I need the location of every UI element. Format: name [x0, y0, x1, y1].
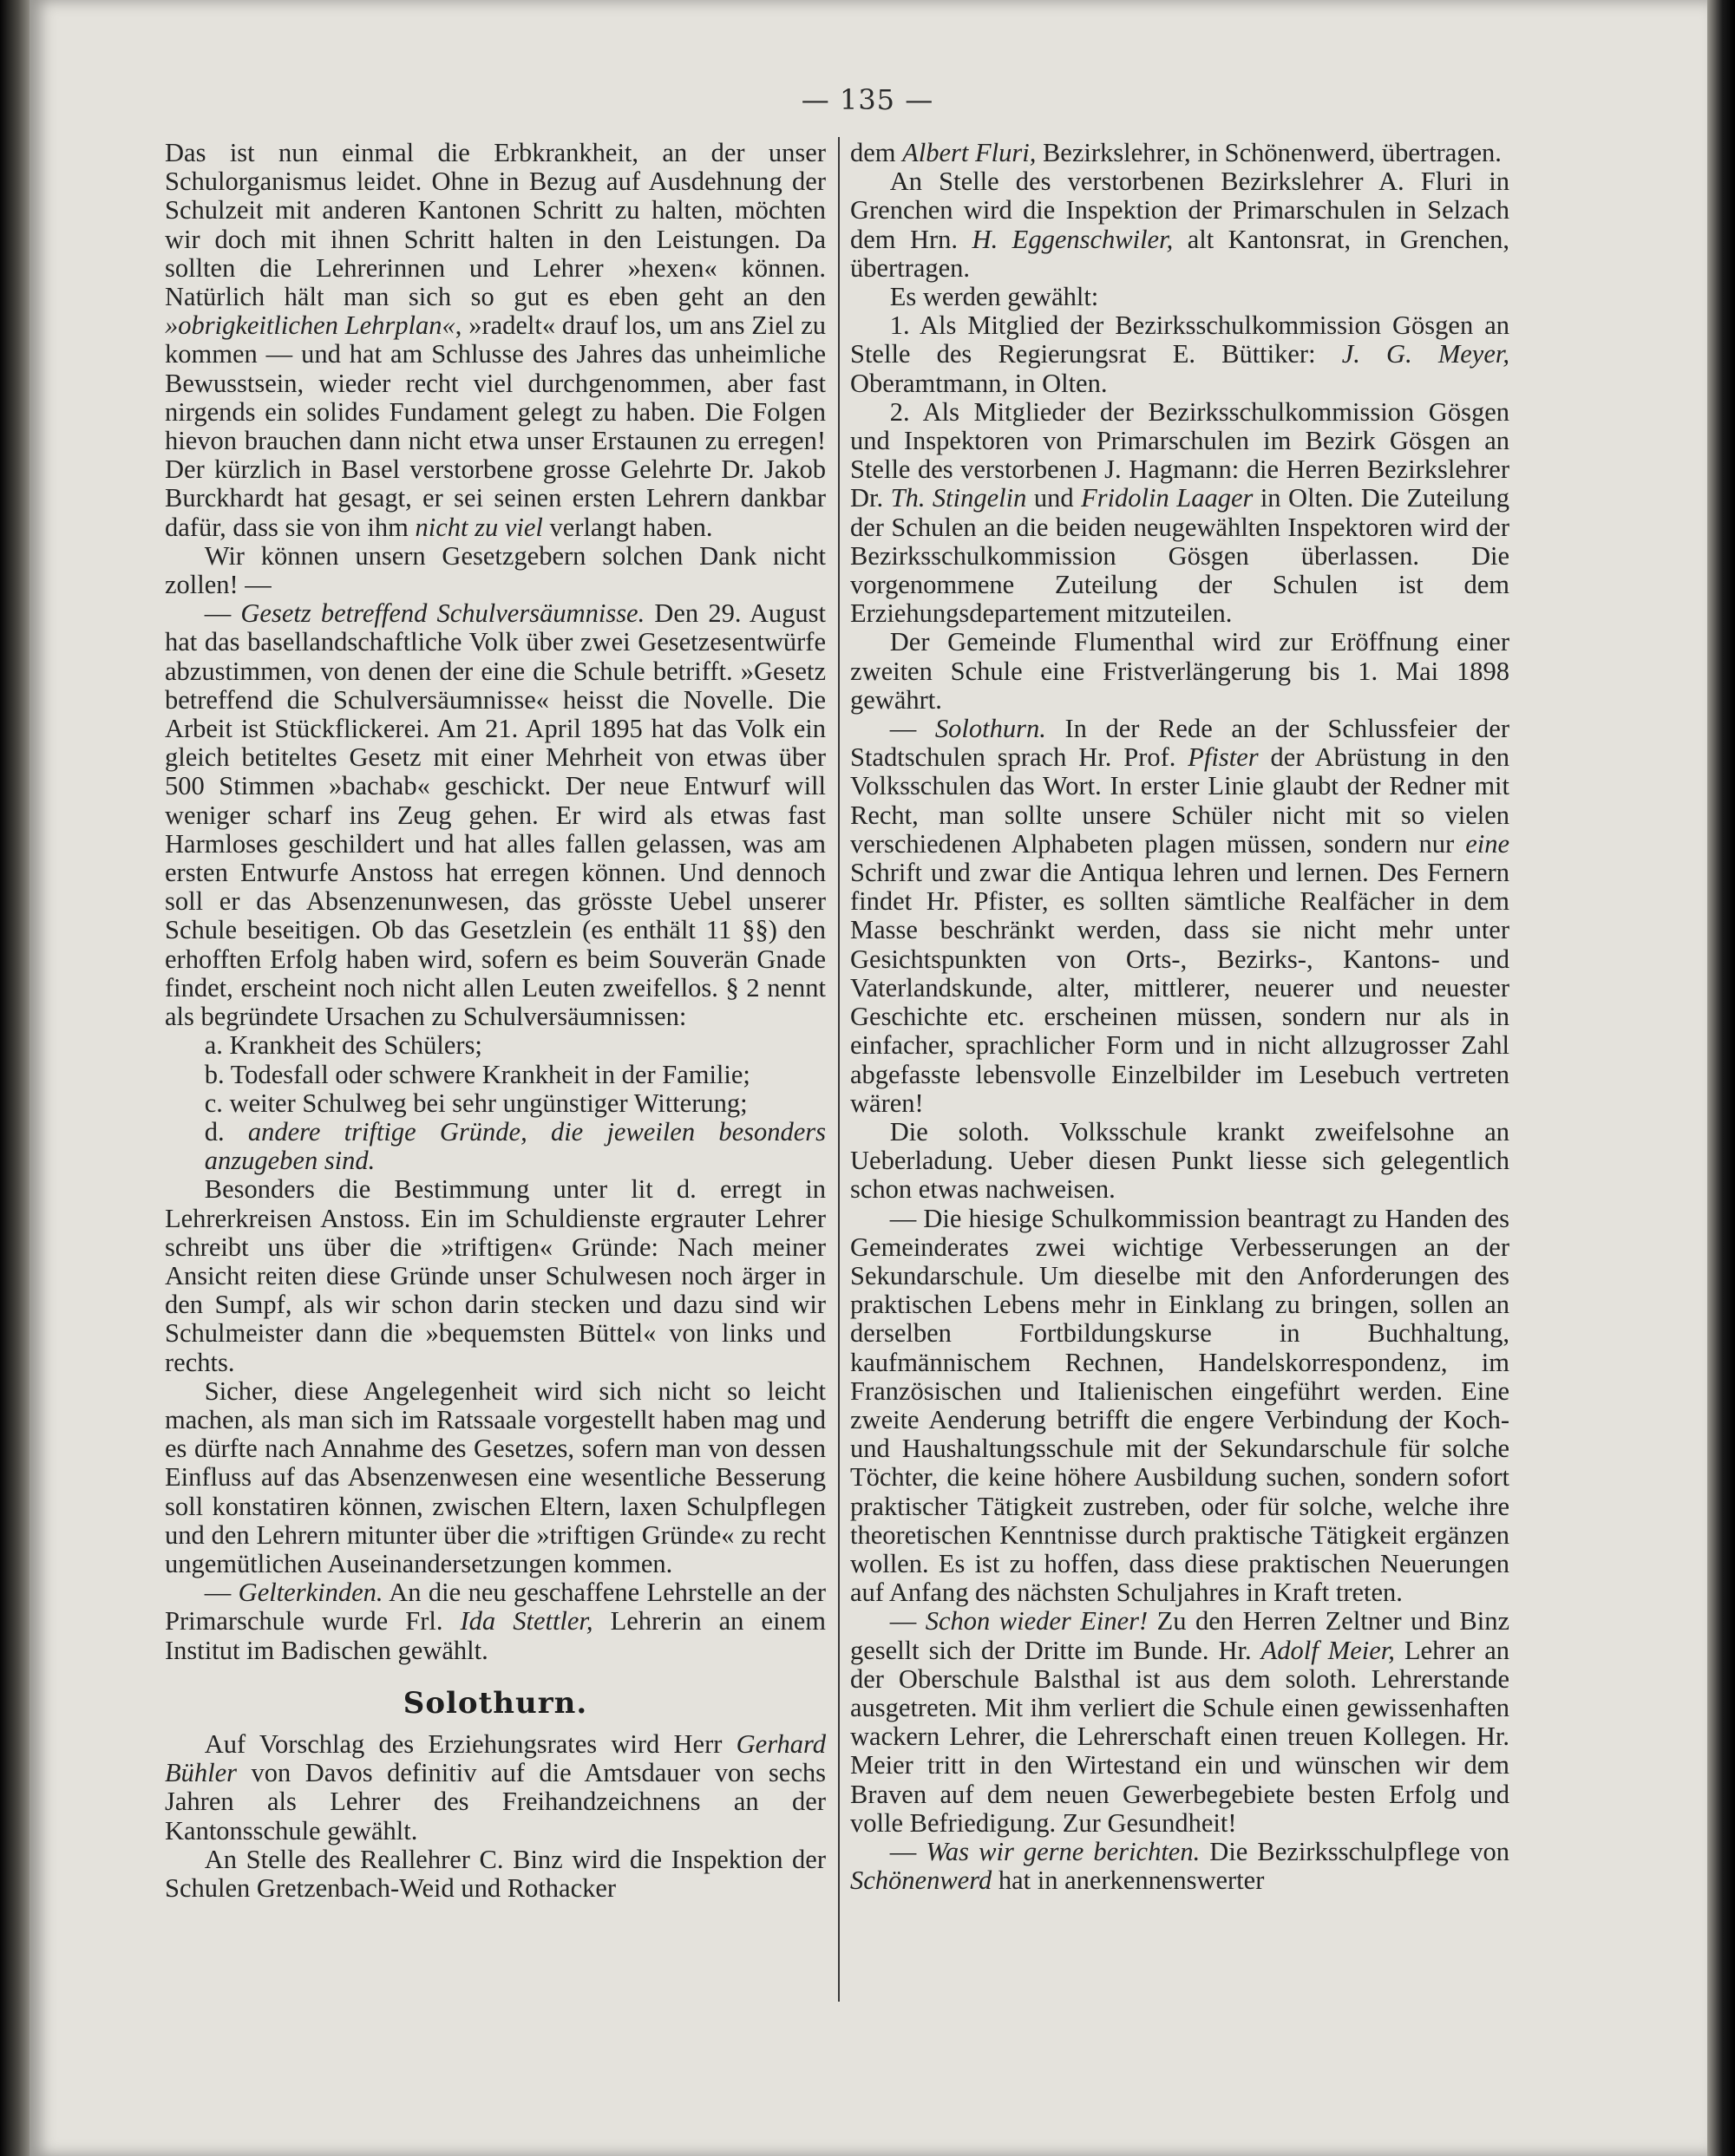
section-heading-solothurn: Solothurn.: [403, 1685, 588, 1721]
left-paragraph-2: Wir können unsern Gesetzgebern solchen Dank nicht zollen! —: [165, 540, 826, 600]
article-was-wir-gerne-berichten: — Was wir gerne berichten. Die Bezirksschulpflege von Schönenwerd hat in anerkennenswerter: [850, 1836, 1509, 1896]
list-item-a: a. Krankheit des Schülers;: [204, 1030, 482, 1061]
right-paragraph-3: Es werden gewählt:: [889, 282, 1099, 312]
list-item-c: c. weiter Schulweg bei sehr ungünstiger Witterung;: [204, 1088, 748, 1118]
right-paragraph-4: 1. Als Mitglied der Bezirksschulkommission Gösgen an Stelle des Regierungsrat E. Büttiker: J. G. Meyer, Oberamtmann, in Olten.: [850, 310, 1509, 398]
list-item-b: b. Todesfall oder schwere Krankheit in der Familie;: [204, 1059, 750, 1089]
right-paragraph-6: Der Gemeinde Flumenthal wird zur Eröffnung einer zweiten Schule eine Fristverlängerung bis 1. Mai 1898 gewährt.: [850, 627, 1509, 715]
left-column: [165, 139, 826, 1903]
article-solothurn-rede: — Solothurn. In der Rede an der Schlussfeier der Stadtschulen sprach Hr. Prof. Pfister der Abrüstung in den Volksschulen das Wort. In erster Linie glaubt der Redner mit Recht, man sollte unsere Schüler nicht mit so vielen verschiedenen Alphabeten plagen müssen, sondern nur eine Schrift und zwar die Antiqua lehren und lernen. Des Fernern findet Hr. Pfister, es sollten sämtliche Realfächer in dem Masse beschränkt werden, dass sie nicht mehr unter Gesichtspunkten von Orts-, Bezirks-, Kantons- und Vaterlandskunde, alter, mittlerer, neuerer und neuester Geschichte etc. erscheinen müssen, sondern nur als in einfacher, sprachlicher Form und in nicht allzugrosser Zahl abgefasste lebensvolle Einzelbilder im Lesebuch vertreten wären!: [850, 714, 1510, 1118]
article-schon-wieder-einer: — Schon wieder Einer! Zu den Herren Zeltner und Binz gesellt sich der Dritte im Bunde. Hr. Adolf Meier, Lehrer an der Oberschule Balsthal ist aus dem soloth. Lehrerstande ausgetreten. Mit ihm verliert die Schule einen gewissenhaften wackern Lehrer, die Lehrerschaft einen treuen Kollegen. Hr. Meier tritt in den Wirtestand ein und wünschen wir dem Braven auf dem neuen Gewerbegebiete besten Erfolg und volle Befriedigung. Zur Gesundheit!: [850, 1606, 1510, 1838]
page-edge: [1707, 0, 1735, 2156]
list-item-d: d. andere triftige Gründe, die jeweilen besonders anzugeben sind.: [204, 1116, 826, 1176]
right-column: [850, 139, 1509, 1895]
right-paragraph-9: — Die hiesige Schulkommission beantragt zu Handen des Gemeinderates zwei wichtige Verbesserungen an der Sekundarschule. Um dieselbe mit den Anforderungen des praktischen Lebens mehr in Einklang zu bringen, sollen an derselben Fortbildungskurse in Buchhaltung, kaufmännischem Rechnen, Handelskorrespondenz, im Französischen und Italienischen eingeführt werden. Eine zweite Aenderung betrifft die engere Verbindung der Koch- und Haushaltungsschule mit der Sekundarschule für solche Töchter, die keine höhere Ausbildung suchen, sondern sofort praktischer Tätigkeit zustreben, oder für solche, welche ihre theoretischen Kenntnisse durch praktische Tätigkeit ergänzen wollen. Es ist zu hoffen, dass diese praktischen Neuerungen auf Anfang des nächsten Schuljahres in Kraft treten.: [850, 1203, 1509, 1608]
article-schulversaeumnisse: — Gesetz betreffend Schulversäumnisse. Den 29. August hat das basellandschaftliche Volk über zwei Gesetzesentwürfe abzustimmen, von denen der eine die Schule betrifft. »Gesetz betreffend die Schulversäumnisse« heisst die Novelle. Die Arbeit ist Stückflickerei. Am 21. April 1895 hat das Volk ein gleich betiteltes Gesetz mit einer Mehrheit von etwas über 500 Stimmen »bachab« geschickt. Der neue Entwurf will weniger scharf ins Zeug gehen. Er wird als etwas fast Harmloses geschildert und hat alles fallen gelassen, was am ersten Entwurfe Anstoss hat erregen können. Und dennoch soll er das Absenzenunwesen, das grösste Uebel unserer Schule beseitigen. Ob das Gesetzlein (es enthält 11 §§) den erhofften Erfolg haben wird, sofern es beim Souverän Gnade findet, erscheint noch nicht allen Leuten zweifellos. § 2 nennt als begründete Ursachen zu Schulversäumnissen:: [165, 598, 827, 1032]
left-paragraph-5: Sicher, diese Angelegenheit wird sich nicht so leicht machen, als man sich im Ratssaale vorgestellt haben mag und es dürfte nach Annahme des Gesetzes, sofern man von dessen Einfluss auf das Absenzenwesen eine wesentliche Besserung soll konstatiren können, zwischen Eltern, laxen Schulpflegen und den Lehrern mitunter über die »triftigen Gründe« zu recht ungemütlichen Auseinandersetzungen kommen.: [165, 1375, 826, 1578]
right-paragraph-8: Die soloth. Volksschule krankt zweifelsohne an Ueberladung. Ueber diesen Punkt liesse sich gelegentlich schon etwas nachweisen.: [850, 1116, 1509, 1205]
left-paragraph-7: Auf Vorschlag des Erziehungsrates wird Herr Gerhard Bühler von Davos definitiv auf die Amtsdauer von sechs Jahren als Lehrer des Freihandzeichnens an der Kantonsschule gewählt.: [165, 1728, 826, 1846]
left-paragraph-8: An Stelle des Reallehrer C. Binz wird die Inspektion der Schulen Gretzenbach-Weid und Rothacker: [165, 1844, 826, 1903]
right-paragraph-5: 2. Als Mitglieder der Bezirksschulkommission Gösgen und Inspektoren von Primarschulen im Bezirk Gösgen an Stelle des verstorbenen J. Hagmann: die Herren Bezirkslehrer Dr. Th. Stingelin und Fridolin Laager in Olten. Die Zuteilung der Schulen an die beiden neugewählten Inspektoren wird der Bezirksschulkommission Gösgen überlassen. Die vorgenommene Zuteilung der Schulen ist dem Erziehungsdepartement mitzuteilen.: [850, 396, 1510, 629]
right-paragraph-1: dem Albert Fluri, Bezirkslehrer, in Schönenwerd, übertragen.: [850, 138, 1502, 167]
left-paragraph-4: Besonders die Bestimmung unter lit d. erregt in Lehrerkreisen Anstoss. Ein im Schuldienste ergrauter Lehrer schreibt uns über die »triftigen« Gründe: Nach meiner Ansicht reiten diese Gründe unser Schulwesen noch ärger in den Sumpf, als wir schon darin stecken und dazu sind wir Schulmeister dann die »bequemsten Büttel« von links und rechts.: [165, 1174, 826, 1377]
left-paragraph-1: Das ist nun einmal die Erbkrankheit, an der unser Schulorganismus leidet. Ohne in Bezug auf Ausdehnung der Schulzeit mit anderen Kantonen Schritt zu halten, möchten wir doch mit ihnen Schritt halten in den Leistungen. Da sollten die Lehrerinnen und Lehrer »hexen« können. Natürlich hält man sich so gut es eben geht an den »obrigkeitlichen Lehrplan«, »radelt« drauf los, um ans Ziel zu kommen — und hat am Schlusse des Jahres das unheimliche Bewusstsein, wieder recht viel durchgenommen, aber fast nirgends ein solides Fundament gelegt zu haben. Die Folgen hievon brauchen dann nicht etwa unser Erstaunen zu erregen! Der kürzlich in Basel verstorbene grosse Gelehrte Dr. Jakob Burckhardt hat gesagt, er sei seinen ersten Lehrern dankbar dafür, dass sie von ihm nicht zu viel verlangt haben.: [165, 138, 826, 542]
right-paragraph-2: An Stelle des verstorbenen Bezirkslehrer A. Fluri in Grenchen wird die Inspektion der Primarschulen in Selzach dem Hrn. H. Eggenschwiler, alt Kantonsrat, in Grenchen, übertragen.: [850, 167, 1509, 283]
column-divider: [838, 137, 840, 2002]
page-number: — 135 —: [801, 83, 934, 116]
article-gelterkinden: — Gelterkinden. An die neu geschaffene Lehrstelle an der Primarschule wurde Frl. Ida Stettler, Lehrerin an einem Institut im Badischen gewählt.: [165, 1578, 827, 1665]
binding-shadow: [0, 0, 29, 2156]
